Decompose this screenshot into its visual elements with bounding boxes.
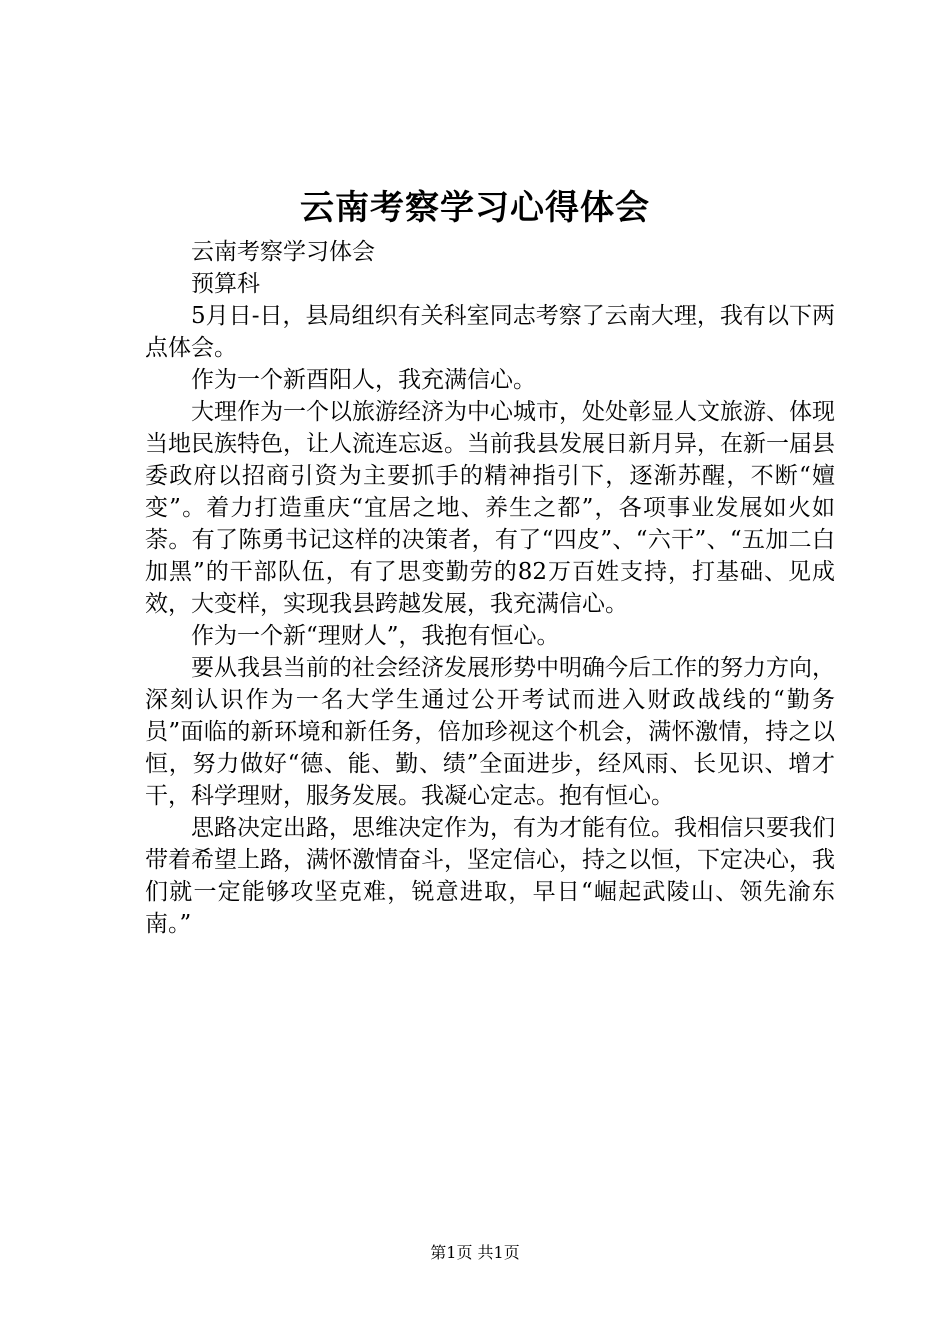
body-paragraph-finance: 要从我县当前的社会经济发展形势中明确今后工作的努力方向，深刻认识作为一名大学生通过公开考试而进入财政战线的“勤务员”面临的新环境和新任务，倍加珍视这个机会，满怀激情，持之以恒，努力做好“德、能、勤、绩”全面进步，经风雨、长见识、增才干，科学理财，服务发展。我凝心定志。抱有恒心。 [145,655,835,809]
document-title: 云南考察学习心得体会 [300,188,650,228]
heading-paragraph-perseverance: 作为一个新“理财人”，我抱有恒心。 [191,623,560,649]
body-paragraph-dali: 大理作为一个以旅游经济为中心城市，处处彰显人文旅游、体现当地民族特色，让人流连忘返。当前我县发展日新月异，在新一届县委政府以招商引资为主要抓手的精神指引下，逐渐苏醒，不断“嬗变”。着力打造重庆“宜居之地、养生之都”，各项事业发展如火如荼。有了陈勇书记这样的决策者，有了“四皮”、“六干”、“五加二白加黑”的干部队伍，有了思变勤劳的82万百姓支持，打基础、见成效，大变样，实现我县跨越发展，我充满信心。 [145,399,835,617]
subtitle-paragraph: 云南考察学习体会 [191,239,375,265]
document-body [145,236,835,940]
page-footer: 第1页 共1页 [430,1243,520,1262]
heading-paragraph-confidence: 作为一个新酉阳人，我充满信心。 [191,367,536,393]
department-paragraph: 预算科 [191,271,260,297]
closing-paragraph: 思路决定出路，思维决定作为，有为才能有位。我相信只要我们带着希望上路，满怀激情奋斗，坚定信心，持之以恒，下定决心，我们就一定能够攻坚克难，锐意进取，早日“崛起武陵山、领先渝东南。” [145,815,835,937]
intro-paragraph: 5月日-日，县局组织有关科室同志考察了云南大理，我有以下两点体会。 [145,303,835,361]
